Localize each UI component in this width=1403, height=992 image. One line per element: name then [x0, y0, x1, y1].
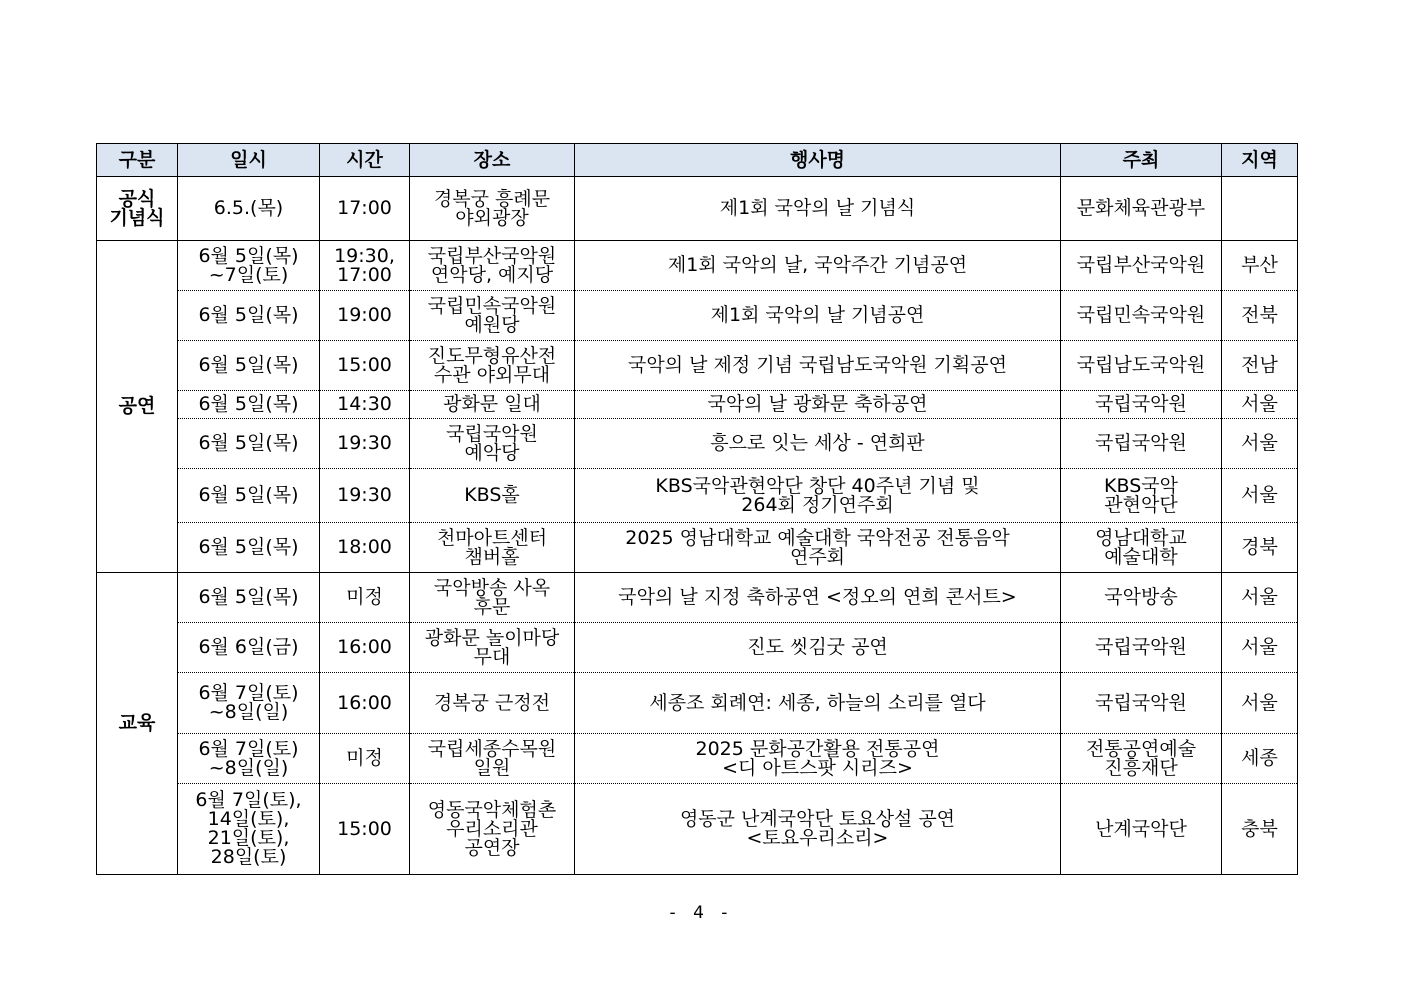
time-cell: 19:30 — [320, 419, 410, 469]
time-cell: 미정 — [320, 573, 410, 623]
place-cell: 진도무형유산전 수관 야외무대 — [410, 341, 575, 391]
category-cell: 공연 — [97, 241, 178, 573]
event-cell: 세종조 회례연: 세종, 하늘의 소리를 열다 — [575, 673, 1061, 734]
host-cell: 국립남도국악원 — [1061, 341, 1222, 391]
host-cell: 국립부산국악원 — [1061, 241, 1222, 291]
host-cell: 문화체육관광부 — [1061, 177, 1222, 241]
event-cell: 2025 문화공간활용 전통공연 <디 아트스팟 시리즈> — [575, 734, 1061, 784]
header-date: 일시 — [178, 144, 320, 177]
place-cell: 국악방송 사옥 후문 — [410, 573, 575, 623]
time-cell: 16:00 — [320, 673, 410, 734]
header-event: 행사명 — [575, 144, 1061, 177]
event-cell: 제1회 국악의 날, 국악주간 기념공연 — [575, 241, 1061, 291]
event-cell: 국악의 날 제정 기념 국립남도국악원 기획공연 — [575, 341, 1061, 391]
table-row — [97, 469, 1298, 523]
time-cell: 14:30 — [320, 391, 410, 419]
place-cell: 국립민속국악원 예원당 — [410, 291, 575, 341]
event-cell: 2025 영남대학교 예술대학 국악전공 전통음악 연주회 — [575, 523, 1061, 573]
table-row — [97, 523, 1298, 573]
category-cell: 공식 기념식 — [97, 177, 178, 241]
region-cell: 서울 — [1222, 623, 1298, 673]
region-cell: 부산 — [1222, 241, 1298, 291]
place-cell: KBS홀 — [410, 469, 575, 523]
region-cell: 세종 — [1222, 734, 1298, 784]
table-header-row — [97, 144, 1298, 177]
table-row — [97, 177, 1298, 241]
date-cell: 6.5.(목) — [178, 177, 320, 241]
time-cell: 17:00 — [320, 177, 410, 241]
event-cell: 제1회 국악의 날 기념공연 — [575, 291, 1061, 341]
table-row — [97, 391, 1298, 419]
region-cell: 서울 — [1222, 391, 1298, 419]
host-cell: 국립국악원 — [1061, 673, 1222, 734]
table-row — [97, 734, 1298, 784]
date-cell: 6월 5일(목) — [178, 573, 320, 623]
event-schedule-table — [96, 143, 1298, 875]
event-cell: KBS국악관현악단 창단 40주년 기념 및 264회 정기연주회 — [575, 469, 1061, 523]
header-time: 시간 — [320, 144, 410, 177]
date-cell: 6월 7일(토) ~8일(일) — [178, 734, 320, 784]
date-cell: 6월 5일(목) — [178, 341, 320, 391]
place-cell: 광화문 놀이마당 무대 — [410, 623, 575, 673]
date-cell: 6월 7일(토), 14일(토), 21일(토), 28일(토) — [178, 784, 320, 875]
place-cell: 국립국악원 예악당 — [410, 419, 575, 469]
region-cell: 전남 — [1222, 341, 1298, 391]
host-cell: 국악방송 — [1061, 573, 1222, 623]
place-cell: 국립부산국악원 연악당, 예지당 — [410, 241, 575, 291]
host-cell: 국립국악원 — [1061, 419, 1222, 469]
event-cell: 국악의 날 광화문 축하공연 — [575, 391, 1061, 419]
header-place: 장소 — [410, 144, 575, 177]
region-cell: 충북 — [1222, 784, 1298, 875]
event-cell: 국악의 날 지정 축하공연 <정오의 연희 콘서트> — [575, 573, 1061, 623]
date-cell: 6월 5일(목) ~7일(토) — [178, 241, 320, 291]
header-category: 구분 — [97, 144, 178, 177]
region-cell: 서울 — [1222, 673, 1298, 734]
table-row — [97, 673, 1298, 734]
table-row — [97, 419, 1298, 469]
event-cell: 영동군 난계국악단 토요상설 공연 <토요우리소리> — [575, 784, 1061, 875]
time-cell: 19:00 — [320, 291, 410, 341]
date-cell: 6월 5일(목) — [178, 291, 320, 341]
host-cell: 국립민속국악원 — [1061, 291, 1222, 341]
time-cell: 19:30 — [320, 469, 410, 523]
table-row — [97, 341, 1298, 391]
header-region: 지역 — [1222, 144, 1298, 177]
region-cell: 전북 — [1222, 291, 1298, 341]
date-cell: 6월 5일(목) — [178, 523, 320, 573]
place-cell: 천마아트센터 챔버홀 — [410, 523, 575, 573]
category-cell: 교육 — [97, 573, 178, 875]
host-cell: 영남대학교 예술대학 — [1061, 523, 1222, 573]
time-cell: 18:00 — [320, 523, 410, 573]
place-cell: 국립세종수목원 일원 — [410, 734, 575, 784]
time-cell: 15:00 — [320, 784, 410, 875]
time-cell: 15:00 — [320, 341, 410, 391]
event-cell: 제1회 국악의 날 기념식 — [575, 177, 1061, 241]
table-row — [97, 623, 1298, 673]
region-cell: 서울 — [1222, 419, 1298, 469]
time-cell: 16:00 — [320, 623, 410, 673]
time-cell: 19:30, 17:00 — [320, 241, 410, 291]
host-cell: 국립국악원 — [1061, 391, 1222, 419]
place-cell: 경복궁 흥례문 야외광장 — [410, 177, 575, 241]
host-cell: 난계국악단 — [1061, 784, 1222, 875]
place-cell: 경복궁 근정전 — [410, 673, 575, 734]
table-row — [97, 291, 1298, 341]
place-cell: 광화문 일대 — [410, 391, 575, 419]
event-cell: 흥으로 잇는 세상 - 연희판 — [575, 419, 1061, 469]
page-number: - 4 - — [669, 903, 734, 923]
table-row — [97, 241, 1298, 291]
host-cell: KBS국악 관현악단 — [1061, 469, 1222, 523]
event-cell: 진도 씻김굿 공연 — [575, 623, 1061, 673]
host-cell: 국립국악원 — [1061, 623, 1222, 673]
region-cell: 경북 — [1222, 523, 1298, 573]
region-cell — [1222, 177, 1298, 241]
date-cell: 6월 5일(목) — [178, 391, 320, 419]
region-cell: 서울 — [1222, 469, 1298, 523]
host-cell: 전통공연예술 진흥재단 — [1061, 734, 1222, 784]
date-cell: 6월 5일(목) — [178, 469, 320, 523]
date-cell: 6월 6일(금) — [178, 623, 320, 673]
table-row — [97, 784, 1298, 875]
table-row — [97, 573, 1298, 623]
date-cell: 6월 5일(목) — [178, 419, 320, 469]
header-host: 주최 — [1061, 144, 1222, 177]
region-cell: 서울 — [1222, 573, 1298, 623]
place-cell: 영동국악체험촌 우리소리관 공연장 — [410, 784, 575, 875]
date-cell: 6월 7일(토) ~8일(일) — [178, 673, 320, 734]
time-cell: 미정 — [320, 734, 410, 784]
